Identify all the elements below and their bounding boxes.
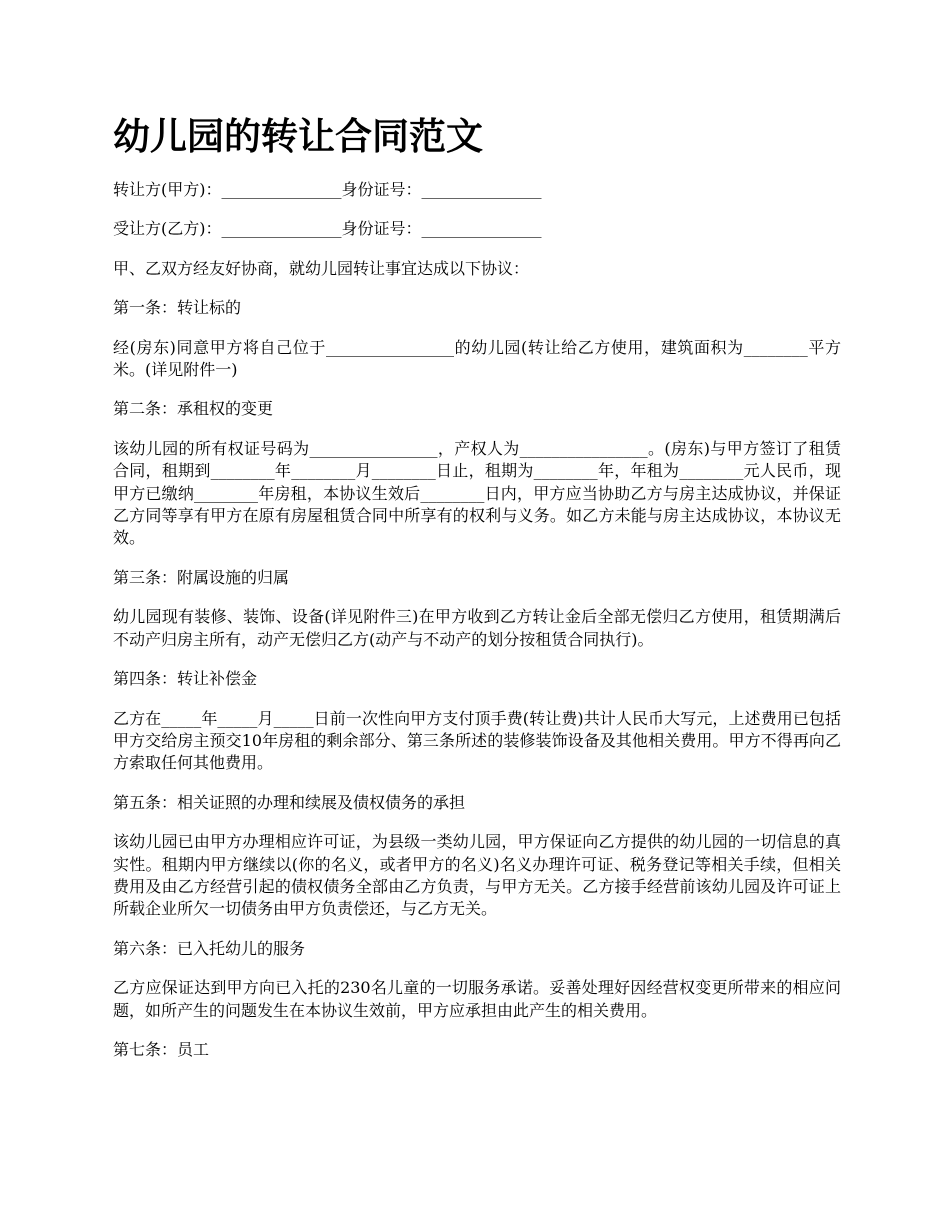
transferee-line: 受让方(乙方)：_______________身份证号：_______________ xyxy=(113,219,542,239)
article-1-body: 经(房东)同意甲方将自己位于________________的幼儿园(转让给乙方使用，建筑面积为________平方米。(详见附件一) xyxy=(113,337,841,380)
article-2-body: 该幼儿园的所有权证号码为________________，产权人为________________。(房东)与甲方签订了租赁合同，租期到________年________月________日止，租期为________年，年租为________元人民币，现甲方已缴纳________年房租，本协议生效后________日内，甲方应当协助乙方与房主达成协议，并保证乙方同等享有甲方在原有房屋租赁合同中所享有的权利与义务。如乙方未能与房主达成协议，本协议无效。 xyxy=(113,438,841,548)
document-page xyxy=(113,113,841,1078)
article-3-body: 幼儿园现有装修、装饰、设备(详见附件三)在甲方收到乙方转让金后全部无偿归乙方使用，租赁期满后不动产归房主所有，动产无偿归乙方(动产与不动产的划分按租赁合同执行)。 xyxy=(113,607,841,649)
preamble: 甲、乙双方经友好协商，就幼儿园转让事宜达成以下协议： xyxy=(113,258,530,278)
article-6-heading: 第六条：已入托幼儿的服务 xyxy=(113,938,306,958)
article-4-body: 乙方在_____年_____月_____日前一次性向甲方支付顶手费(转让费)共计人民币大写元，上述费用已包括甲方交给房主预交10年房租的剩余部分、第三条所述的装修装饰设备及其他相关费用。甲方不得再向乙方索取任何其他费用。 xyxy=(113,708,841,773)
transferor-line: 转让方(甲方)：_______________身份证号：_______________ xyxy=(113,180,542,199)
article-6-body: 乙方应保证达到甲方向已入托的230名儿童的一切服务承诺。妥善处理好因经营权变更所带来的相应问题，如所产生的问题发生在本协议生效前，甲方应承担由此产生的相关费用。 xyxy=(113,978,841,1020)
article-2-heading: 第二条：承租权的变更 xyxy=(113,399,274,419)
article-7-heading: 第七条：员工 xyxy=(113,1039,210,1059)
article-1-heading: 第一条：转让标的 xyxy=(113,298,242,318)
article-5-body: 该幼儿园已由甲方办理相应许可证，为县级一类幼儿园，甲方保证向乙方提供的幼儿园的一切信息的真实性。租期内甲方继续以(你的名义，或者甲方的名义)名义办理许可证、税务登记等相关手续，但相关费用及由乙方经营引起的债权债务全部由乙方负责，与甲方无关。乙方接手经营前该幼儿园及许可证上所载企业所欠一切债务由甲方负责偿还，与乙方无关。 xyxy=(113,832,841,919)
article-5-heading: 第五条：相关证照的办理和续展及债权债务的承担 xyxy=(113,792,466,812)
article-4-heading: 第四条：转让补偿金 xyxy=(113,669,258,689)
article-3-heading: 第三条：附属设施的归属 xyxy=(113,567,290,587)
document-title: 幼儿园的转让合同范文 xyxy=(113,115,483,158)
